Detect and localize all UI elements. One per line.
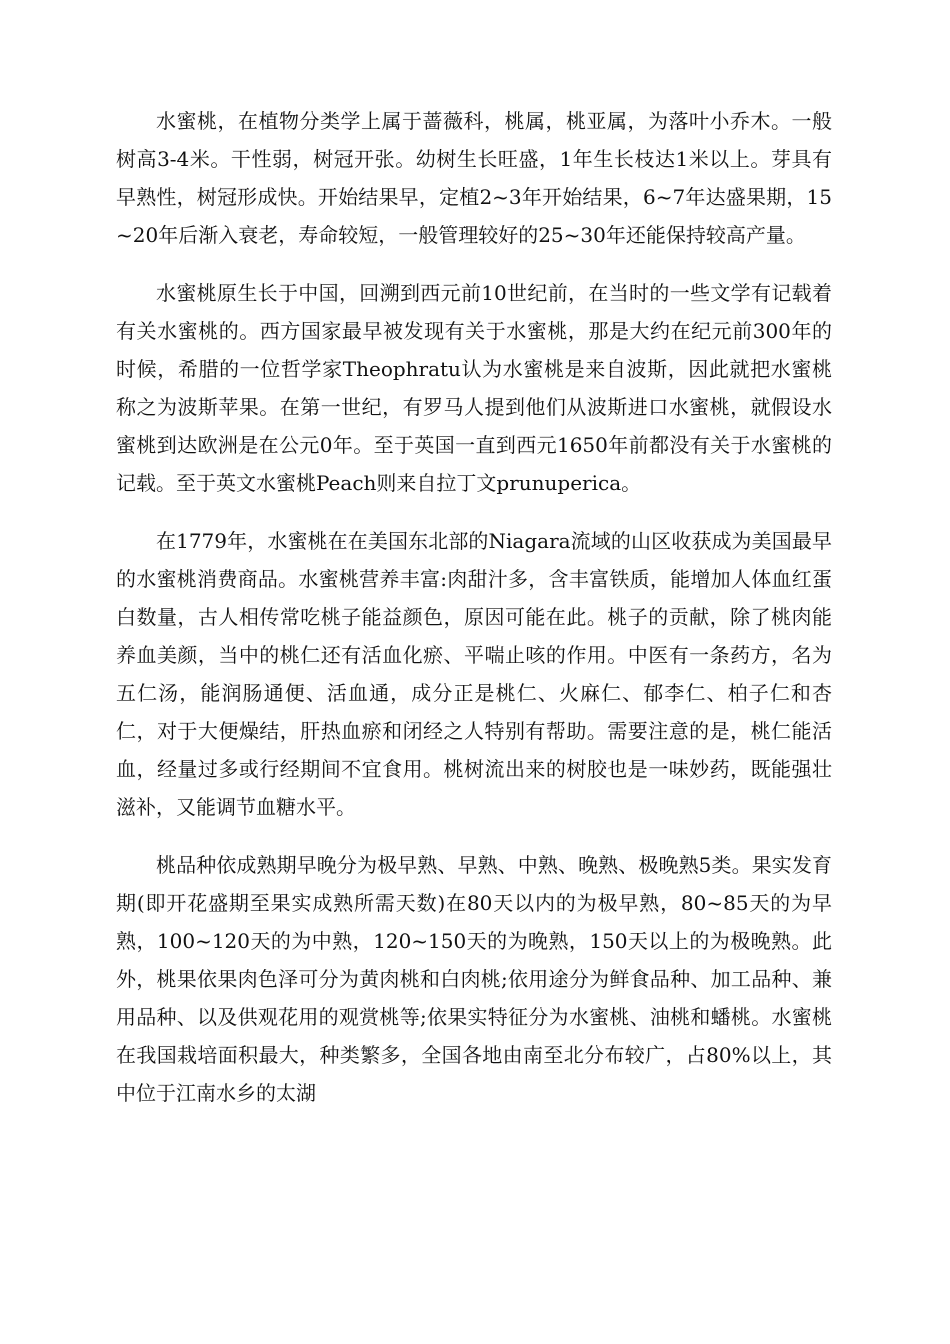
paragraph-taxonomy: 水蜜桃，在植物分类学上属于蔷薇科，桃属，桃亚属，为落叶小乔木。一般树高3-4米。干性弱，树冠开张。幼树生长旺盛，1年生长枝达1米以上。芽具有早熟性，树冠形成快。开始结果早，定植2~3年开始结果，6~7年达盛果期，15~20年后渐入衰老，寿命较短，一般管理较好的25~30年还能保持较高产量。 — [116, 109, 832, 247]
paragraph-varieties: 桃品种依成熟期早晚分为极早熟、早熟、中熟、晚熟、极晚熟5类。果实发育期(即开花盛期至果实成熟所需天数)在80天以内的为极早熟，80~85天的为早熟，100~120天的为中熟，120~150天的为晚熟，150天以上的为极晚熟。此外，桃果依果肉色泽可分为黄肉桃和白肉桃;依用途分为鲜食品种、加工品种、兼用品种、以及供观花用的观赏桃等;依果实特征分为水蜜桃、油桃和蟠桃。水蜜桃在我国栽培面积最大，种类繁多，全国各地由南至北分布较广，占80%以上，其中位于江南水乡的太湖 — [116, 853, 832, 1105]
paragraph-origin-history: 水蜜桃原生长于中国，回溯到西元前10世纪前，在当时的一些文学有记载着有关水蜜桃的。西方国家最早被发现有关于水蜜桃，那是大约在纪元前300年的时候，希腊的一位哲学家Theophratu认为水蜜桃是来自波斯，因此就把水蜜桃称之为波斯苹果。在第一世纪，有罗马人提到他们从波斯进口水蜜桃，就假设水蜜桃到达欧洲是在公元0年。至于英国一直到西元1650年前都没有关于水蜜桃的记载。至于英文水蜜桃Peach则来自拉丁文prunuperica。 — [116, 281, 832, 495]
document-body — [116, 102, 832, 1132]
paragraph-nutrition: 在1779年，水蜜桃在在美国东北部的Niagara流域的山区收获成为美国最早的水蜜桃消费商品。水蜜桃营养丰富:肉甜汁多，含丰富铁质，能增加人体血红蛋白数量，古人相传常吃桃子能益颜色，原因可能在此。桃子的贡献，除了桃肉能养血美颜，当中的桃仁还有活血化瘀、平喘止咳的作用。中医有一条药方，名为五仁汤，能润肠通便、活血通，成分正是桃仁、火麻仁、郁李仁、柏子仁和杏仁，对于大便燥结，肝热血瘀和闭经之人特别有帮助。需要注意的是，桃仁能活血，经量过多或行经期间不宜食用。桃树流出来的树胶也是一味妙药，既能强壮滋补，又能调节血糖水平。 — [116, 529, 832, 819]
